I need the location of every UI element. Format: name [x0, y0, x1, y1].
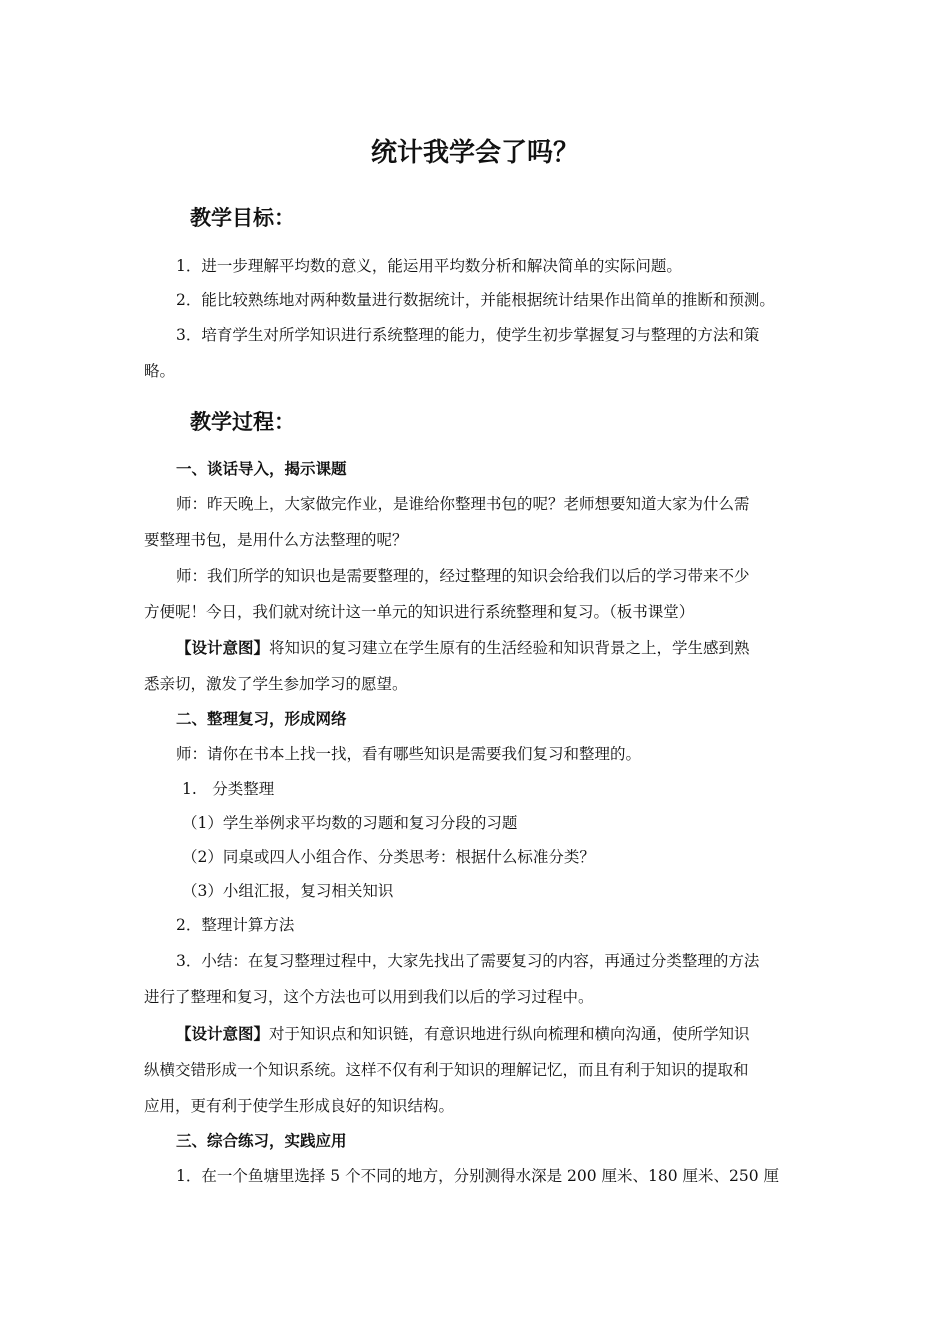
part1-line-1: 师：昨天晚上，大家做完作业，是谁给你整理书包的呢？老师想要知道大家为什么需: [176, 495, 750, 513]
design-note-1-cont: 悉亲切，激发了学生参加学习的愿望。: [144, 675, 408, 693]
part2-line-4: （2）同桌或四人小组合作、分类思考：根据什么标准分类？: [182, 848, 595, 866]
part2-line-7: 3．小结：在复习整理过程中，大家先找出了需要复习的内容，再通过分类整理的方法: [176, 952, 760, 970]
design-note-2-cont-1: 纵横交错形成一个知识系统。这样不仅有利于知识的理解记忆，而且有利于知识的提取和: [144, 1061, 749, 1079]
design-label: 【设计意图】: [176, 639, 270, 657]
part2-line-2: 1. 分类整理: [182, 780, 275, 798]
part1-title: 一、谈话导入，揭示课题: [176, 460, 347, 478]
part2-line-6: 2．整理计算方法: [176, 916, 295, 934]
design-note-2: [176, 1024, 750, 1044]
part3-title: 三、综合练习，实践应用: [176, 1132, 347, 1150]
part1-line-3: 师：我们所学的知识也是需要整理的，经过整理的知识会给我们以后的学习带来不少: [176, 567, 750, 585]
page-title: 统计我学会了吗？: [370, 138, 579, 168]
design-note-1-text: 将知识的复习建立在学生原有的生活经验和知识背景之上，学生感到熟: [269, 639, 750, 657]
goals-heading: 教学目标：: [190, 206, 295, 230]
design-note-1: [176, 638, 750, 658]
process-heading: 教学过程：: [190, 410, 295, 434]
goal-item-2: 2．能比较熟练地对两种数量进行数据统计，并能根据统计结果作出简单的推断和预测。: [176, 291, 775, 309]
part2-line-8: 进行了整理和复习，这个方法也可以用到我们以后的学习过程中。: [144, 988, 594, 1006]
part2-line-1: 师：请你在书本上找一找，看有哪些知识是需要我们复习和整理的。: [176, 745, 642, 763]
part3-line-1: 1．在一个鱼塘里选择 5 个不同的地方，分别测得水深是 200 厘米、180 厘米、250 厘: [176, 1167, 780, 1185]
part2-line-3: （1）学生举例求平均数的习题和复习分段的习题: [182, 814, 518, 832]
part2-line-5: （3）小组汇报，复习相关知识: [182, 882, 394, 900]
part1-line-2: 要整理书包，是用什么方法整理的呢？: [144, 531, 408, 549]
design-note-2-text: 对于知识点和知识链，有意识地进行纵向梳理和横向沟通，使所学知识: [269, 1025, 750, 1043]
design-note-2-cont-2: 应用，更有利于使学生形成良好的知识结构。: [144, 1097, 455, 1115]
goal-item-3: 3．培育学生对所学知识进行系统整理的能力，使学生初步掌握复习与整理的方法和策: [176, 326, 760, 344]
part2-title: 二、整理复习，形成网络: [176, 710, 347, 728]
goal-item-1: 1．进一步理解平均数的意义，能运用平均数分析和解决简单的实际问题。: [176, 257, 682, 275]
design-label-2: 【设计意图】: [176, 1025, 270, 1043]
goal-item-3-cont: 略。: [144, 362, 176, 380]
part1-line-4: 方便呢！今日，我们就对统计这一单元的知识进行系统整理和复习。（板书课堂）: [144, 603, 695, 621]
